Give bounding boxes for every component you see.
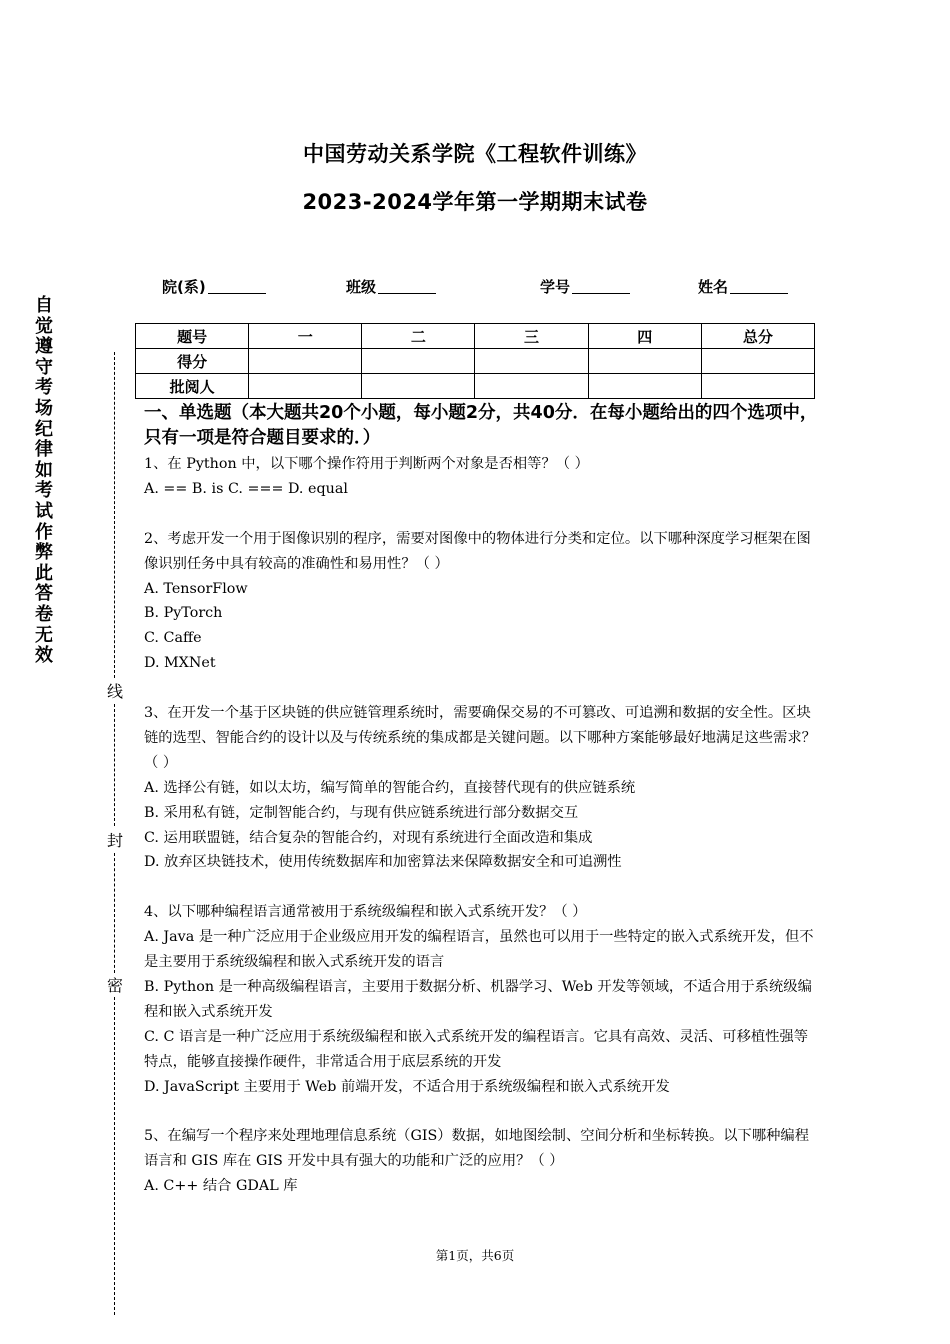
grader-cell[interactable] [475, 374, 588, 399]
name-field[interactable] [698, 276, 788, 297]
name-label: 姓名 [698, 278, 729, 296]
question-option: B. 采用私有链，定制智能合约，与现有供应链系统进行部分数据交互 [144, 804, 579, 821]
score-header-cell: 题号 [136, 324, 249, 349]
score-header-cell: 一 [249, 324, 362, 349]
class-label: 班级 [346, 278, 377, 296]
question-stem: 3、在开发一个基于区块链的供应链管理系统时，需要确保交易的不可篡改、可追溯和数据的安全性。区块链的选型、智能合约的设计以及与传统系统的集成都是关键问题。以下哪种方案能够最好地满足这些需求？（ ） [144, 705, 816, 771]
question-stem: 5、在编写一个程序来处理地理信息系统（GIS）数据，如地图绘制、空间分析和坐标转换。以下哪种编程语言和 GIS 库在 GIS 开发中具有强大的功能和广泛的应用？（ ） [144, 1128, 810, 1170]
score-cell[interactable] [362, 349, 475, 374]
department-label: 院(系) [162, 278, 206, 296]
cut-mark-secret: 密 [106, 976, 123, 995]
score-table-row [136, 349, 815, 374]
score-table-header-row [136, 324, 815, 349]
binding-line-segment [114, 352, 115, 678]
question-stem: 1、在 Python 中，以下哪个操作符用于判断两个对象是否相等？（ ） [144, 456, 589, 472]
question-option: B. PyTorch [144, 605, 223, 622]
score-header-cell: 总分 [701, 324, 814, 349]
score-cell[interactable] [249, 349, 362, 374]
score-header-cell: 二 [362, 324, 475, 349]
binding-line-segment [114, 853, 115, 973]
student-id-field[interactable] [540, 276, 630, 297]
question-option: D. JavaScript 主要用于 Web 前端开发，不适合用于系统级编程和嵌入式系统开发 [144, 1078, 670, 1095]
score-cell[interactable] [475, 349, 588, 374]
score-cell[interactable] [588, 349, 701, 374]
question-list [144, 452, 816, 1199]
score-header-cell: 三 [475, 324, 588, 349]
score-table [135, 323, 815, 399]
grader-cell[interactable] [249, 374, 362, 399]
cut-mark-seal: 封 [106, 831, 123, 850]
question-option: A. C++ 结合 GDAL 库 [144, 1178, 298, 1195]
score-table-row [136, 374, 815, 399]
class-blank[interactable] [378, 279, 436, 294]
binding-line-segment [114, 704, 115, 826]
question-option: A. TensorFlow [144, 580, 248, 597]
student-id-label: 学号 [540, 278, 571, 296]
page-number: 第1页，共6页 [435, 1248, 515, 1263]
question-option: B. Python 是一种高级编程语言，主要用于数据分析、机器学习、Web 开发等领域，不适合用于系统级编程和嵌入式系统开发 [144, 978, 812, 1020]
question-option: A. == B. is C. === D. equal [144, 480, 348, 497]
exam-title: 中国劳动关系学院《工程软件训练》 [303, 142, 647, 166]
question-option: D. 放弃区块链技术，使用传统数据库和加密算法来保障数据安全和可追溯性 [144, 854, 622, 871]
question-option: C. C 语言是一种广泛应用于系统级编程和嵌入式系统开发的编程语言。它具有高效、灵活、可移植性强等特点，能够直接操作硬件，非常适合用于底层系统的开发 [144, 1028, 809, 1070]
score-row-label: 得分 [136, 349, 249, 374]
grader-cell[interactable] [362, 374, 475, 399]
exam-discipline-notice: 自觉遵守考场纪律如考试作弊此答卷无效 [35, 295, 53, 667]
section-heading: 一、单选题（本大题共20个小题，每小题2分，共40分．在每小题给出的四个选项中，只有一项是符合题目要求的．） [144, 403, 818, 448]
binding-line-segment [114, 997, 115, 1315]
question-option: A. 选择公有链，如以太坊，编写简单的智能合约，直接替代现有的供应链系统 [144, 779, 636, 796]
question-option: C. 运用联盟链，结合复杂的智能合约，对现有系统进行全面改造和集成 [144, 829, 593, 846]
exam-term: 2023-2024学年第一学期期末试卷 [302, 190, 648, 214]
question-option: C. Caffe [144, 630, 202, 647]
question-stem: 4、以下哪种编程语言通常被用于系统级编程和嵌入式系统开发？（ ） [144, 904, 587, 921]
score-cell[interactable] [701, 349, 814, 374]
score-header-cell: 四 [588, 324, 701, 349]
grader-cell[interactable] [701, 374, 814, 399]
cut-mark-line: 线 [106, 682, 123, 701]
name-blank[interactable] [730, 279, 788, 294]
student-id-blank[interactable] [572, 279, 630, 294]
question-stem: 2、考虑开发一个用于图像识别的程序，需要对图像中的物体进行分类和定位。以下哪种深度学习框架在图像识别任务中具有较高的准确性和易用性？（ ） [144, 530, 811, 572]
student-info-row [0, 276, 950, 300]
score-row-label: 批阅人 [136, 374, 249, 399]
question-option: D. MXNet [144, 655, 216, 672]
department-field[interactable] [162, 276, 266, 297]
class-field[interactable] [346, 276, 436, 297]
question-option: A. Java 是一种广泛应用于企业级应用开发的编程语言，虽然也可以用于一些特定的嵌入式系统开发，但不是主要用于系统级编程和嵌入式系统开发的语言 [144, 929, 814, 971]
department-blank[interactable] [208, 279, 266, 294]
grader-cell[interactable] [588, 374, 701, 399]
